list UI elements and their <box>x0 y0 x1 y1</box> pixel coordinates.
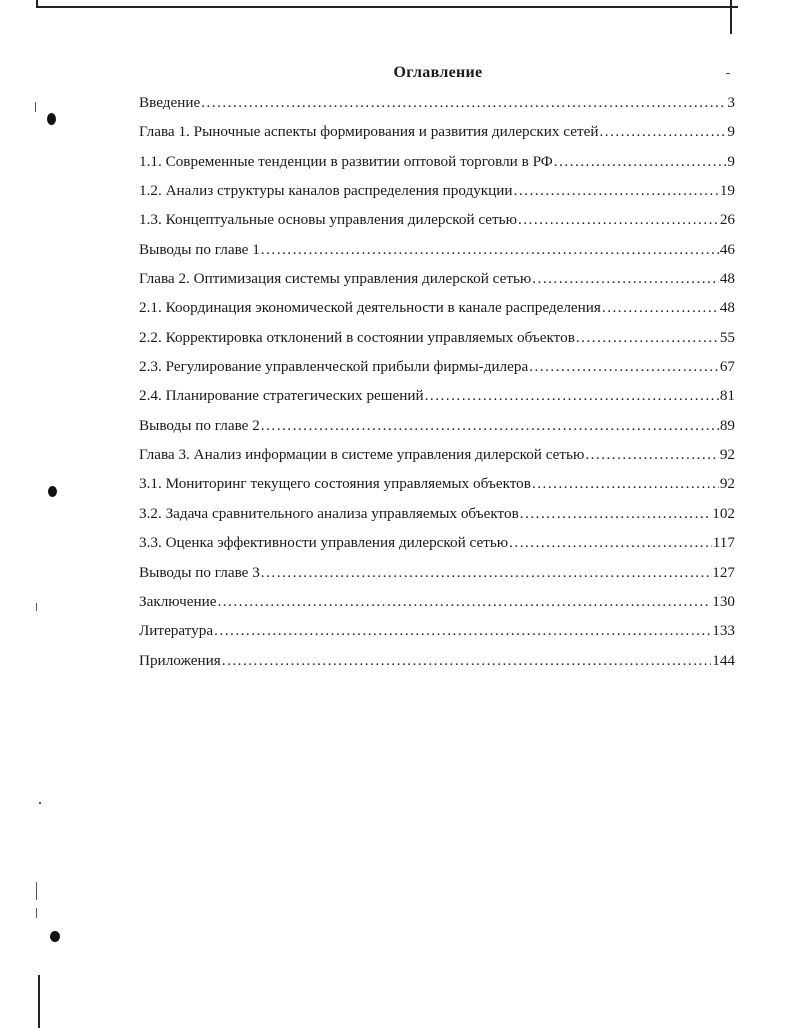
toc-entry-label: 1.3. Концептуальные основы управления дилерской сетью <box>139 211 517 229</box>
punch-hole-middle <box>48 486 57 497</box>
toc-dot-leader <box>201 93 726 113</box>
toc-entry-label: Приложения <box>139 651 221 669</box>
toc-entry-label: 3.3. Оценка эффективности управления дилерской сетью <box>139 534 509 552</box>
scan-border-right <box>730 0 732 34</box>
scan-speck <box>39 802 41 804</box>
toc-entry-label: Глава 2. Оптимизация системы управления дилерской сетью <box>139 270 532 288</box>
toc-entry <box>139 328 735 357</box>
toc-dot-leader <box>214 621 711 641</box>
toc-entry-label: 2.1. Координация экономической деятельности в канале распределения <box>139 299 601 317</box>
toc-entry <box>139 474 735 503</box>
scan-speck <box>36 908 37 918</box>
toc-entry-page: 144 <box>712 651 735 669</box>
punch-hole-top <box>47 113 56 125</box>
toc-dot-leader <box>599 122 726 142</box>
toc-entry <box>139 357 735 386</box>
toc-dot-leader <box>554 152 727 172</box>
scan-speck <box>36 882 37 900</box>
toc-dot-leader <box>532 474 719 494</box>
toc-entry-label: 2.2. Корректировка отклонений в состоянии управляемых объектов <box>139 328 575 346</box>
toc-entry-label: 3.2. Задача сравнительного анализа управляемых объектов <box>139 504 519 522</box>
toc-entry-page: 92 <box>719 475 735 493</box>
toc-entry-label: Выводы по главе 1 <box>139 240 260 258</box>
toc-dot-leader <box>222 651 711 671</box>
toc-entry-page: 46 <box>719 240 735 258</box>
toc-entry <box>139 298 735 327</box>
toc-entry-page: 48 <box>719 299 735 317</box>
toc-entry <box>139 210 735 239</box>
toc-entry-page: 102 <box>712 504 735 522</box>
toc-dot-leader <box>520 504 711 524</box>
toc-entry-page: 9 <box>727 152 735 170</box>
toc-entry <box>139 592 735 621</box>
toc-entry <box>139 563 735 592</box>
toc-dot-leader <box>514 181 719 201</box>
toc-entry-label: 1.2. Анализ структуры каналов распределения продукции <box>139 182 513 200</box>
toc-entry-label: 1.1. Современные тенденции в развитии оптовой торговли в РФ <box>139 152 553 170</box>
toc-entry-page: 67 <box>719 358 735 376</box>
toc-entry-label: 2.3. Регулирование управленческой прибыли фирмы-дилера <box>139 358 529 376</box>
toc-entry <box>139 122 735 151</box>
toc-dot-leader <box>425 386 719 406</box>
toc-entry <box>139 416 735 445</box>
toc-entry <box>139 504 735 533</box>
toc-entry-label: Заключение <box>139 592 217 610</box>
toc-entry-label: Глава 3. Анализ информации в системе управления дилерской сетью <box>139 446 585 464</box>
toc-entry-page: 133 <box>712 622 735 640</box>
toc-dot-leader <box>532 269 719 289</box>
toc-entry-page: 19 <box>719 182 735 200</box>
toc-entry <box>139 181 735 210</box>
toc-dot-leader <box>217 592 711 612</box>
toc-entry-page: 89 <box>719 416 735 434</box>
toc-entry <box>139 93 735 122</box>
toc-entry-label: Введение <box>139 94 201 111</box>
toc-entry-page: 92 <box>719 446 735 464</box>
scan-speck <box>35 102 36 112</box>
toc-entry-page: 117 <box>712 534 735 552</box>
toc-entry <box>139 269 735 298</box>
toc-dot-leader <box>602 298 719 318</box>
toc-entry <box>139 152 735 181</box>
toc-entry-page: 130 <box>712 592 735 610</box>
toc-entry-page: 9 <box>727 123 735 141</box>
toc-entry-page: 55 <box>719 328 735 346</box>
toc-entry-label: Литература <box>139 622 214 640</box>
toc-entry-label: Выводы по главе 2 <box>139 416 260 434</box>
toc-entry-label: Глава 1. Рыночные аспекты формирования и развития дилерских сетей <box>139 123 599 141</box>
scan-border-top <box>36 0 738 8</box>
toc-entry <box>139 445 735 474</box>
toc-entry-page: 81 <box>719 387 735 405</box>
toc-dot-leader <box>509 533 712 553</box>
toc-entry-page: 127 <box>712 563 735 581</box>
toc-entry <box>139 621 735 650</box>
toc-dot-leader <box>261 240 719 260</box>
table-of-contents <box>139 93 735 680</box>
toc-dot-leader <box>261 563 711 583</box>
toc-entry <box>139 651 735 680</box>
scan-border-left <box>38 975 40 1028</box>
toc-dot-leader <box>585 445 719 465</box>
toc-entry <box>139 533 735 562</box>
punch-hole-bottom <box>50 931 60 942</box>
toc-dot-leader <box>576 328 719 348</box>
toc-entry-page: 48 <box>719 270 735 288</box>
toc-entry-label: 3.1. Мониторинг текущего состояния управляемых объектов <box>139 475 531 493</box>
page-title: Оглавление <box>393 64 483 81</box>
toc-dot-leader <box>518 210 719 230</box>
toc-entry <box>139 240 735 269</box>
toc-dot-leader <box>261 416 719 436</box>
toc-entry <box>139 386 735 415</box>
toc-entry-page: 3 <box>727 94 735 111</box>
toc-entry-page: 26 <box>719 211 735 229</box>
toc-entry-label: Выводы по главе 3 <box>139 563 260 581</box>
toc-entry-label: 2.4. Планирование стратегических решений <box>139 387 424 405</box>
scan-speck <box>36 603 37 611</box>
toc-dot-leader <box>529 357 719 377</box>
